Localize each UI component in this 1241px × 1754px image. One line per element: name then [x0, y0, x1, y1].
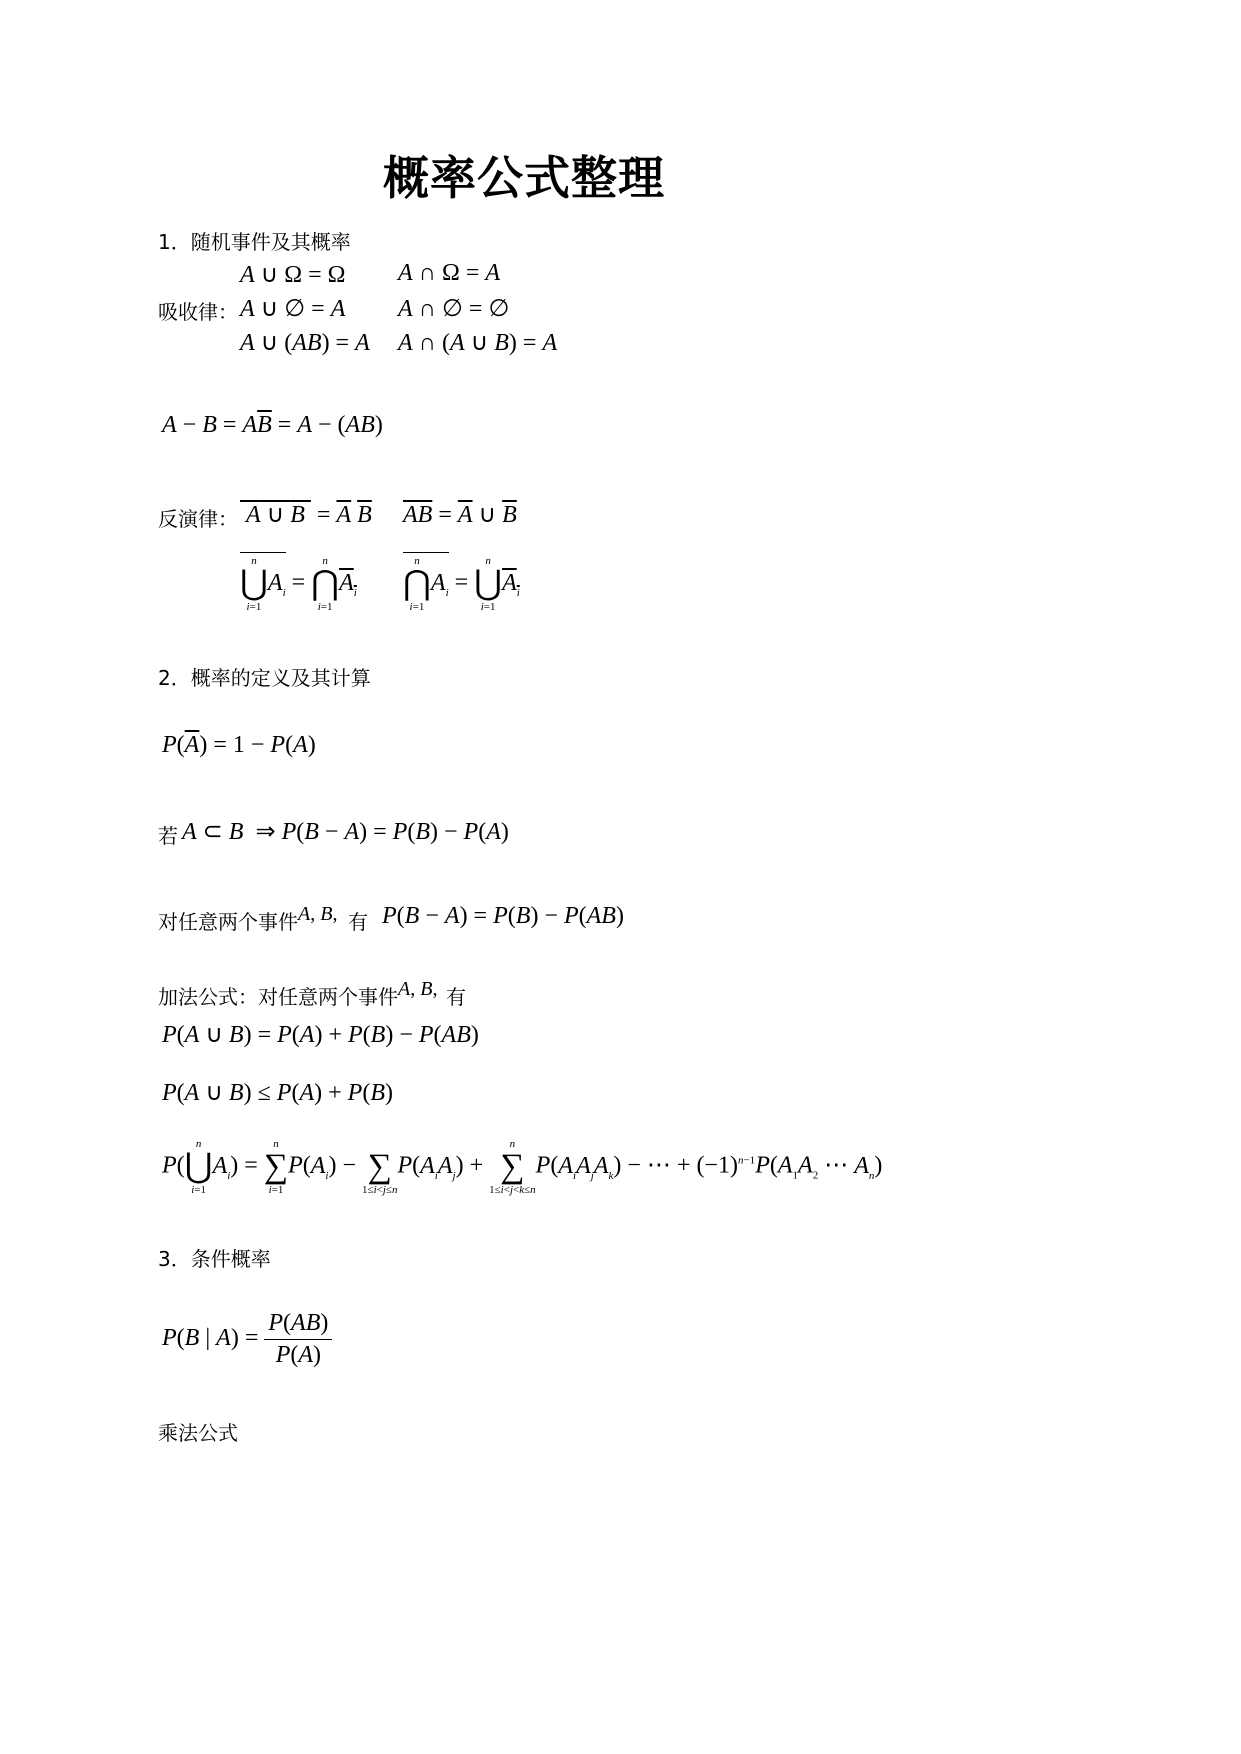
addition-label: 加法公式：对任意两个事件	[158, 985, 398, 1009]
absorption-label: 吸收律：	[158, 300, 238, 324]
any-two-label: 对任意两个事件	[158, 910, 298, 934]
formula-demorgan-union: n ⋃ i=1 $A_i$ = n ⋂ i=1 $A_i$	[240, 552, 357, 613]
demorgan-label: 反演律：	[158, 507, 238, 531]
section-heading-2: 2．概率的定义及其计算	[158, 666, 371, 690]
formula-absorb-1b: A ∩ Ω = A	[398, 260, 501, 286]
section-heading-1: 1．随机事件及其概率	[158, 230, 351, 254]
formula-absorb-3b: A ∩ (A ∪ B) = A	[398, 330, 558, 356]
multiplication-label: 乘法公式	[158, 1421, 238, 1445]
events-ab-2: A, B,	[398, 978, 438, 1000]
formula-complement: $P(\overline{A}) = 1 - P(A)$	[162, 732, 316, 758]
have-label: 有	[348, 910, 368, 934]
page-title: 概率公式整理	[383, 151, 665, 205]
if-label: 若	[158, 824, 178, 848]
formula-absorb-3a: A ∪ (AB) = A	[240, 330, 370, 356]
formula-absorb-2b: A ∩ ∅ = ∅	[398, 296, 510, 322]
formula-absorb-1a: A ∪ Ω = Ω	[240, 262, 346, 288]
formula-any-diff: P(B − A) = P(B) − P(AB)	[382, 903, 624, 929]
formula-demorgan-1a: A ∪ $B = \overline{A}$ $\overline{B}$	[246, 502, 372, 528]
events-ab: A, B,	[298, 903, 338, 925]
formula-conditional: P(B | A) = $\frac{P(AB)}{P(A)}$	[162, 1310, 332, 1369]
formula-difference: $A - B = A\overline{B} = A - (AB)$	[162, 412, 383, 438]
section-heading-3: 3．条件概率	[158, 1247, 271, 1271]
formula-demorgan-intersection: n ⋂ i=1 $A_i$ = n ⋃ i=1 $A_i$	[403, 552, 520, 613]
formula-addition-1: P(A ∪ B) = P(A) + P(B) − P(AB)	[162, 1022, 479, 1048]
have-label-2: 有	[446, 985, 466, 1009]
formula-demorgan-1b: $\overline{AB} = \overline{A}$ ∪ $\overline{B}$	[403, 502, 517, 528]
formula-addition-2: P(A ∪ B) ≤ P(A) + P(B)	[162, 1080, 393, 1106]
formula-subset: A ⊂ B ⇒ P(B − A) = P(B) − P(A)	[182, 819, 509, 845]
formula-absorb-2a: A ∪ ∅ = A	[240, 296, 346, 322]
formula-inclusion-exclusion: P( n ⋃ i=1 $A_i$) = n ∑ i=1 $P(A_i)$ − ∑ 1≤i<j≤n $P(A_iA_j)$ + n ∑ 1≤i<j<k≤n $P(A_iA_jA_k)$ − ⋯ + $(-1)^{n-1}P(A_1A_2$ ⋯ $A_n$)	[162, 1138, 883, 1196]
